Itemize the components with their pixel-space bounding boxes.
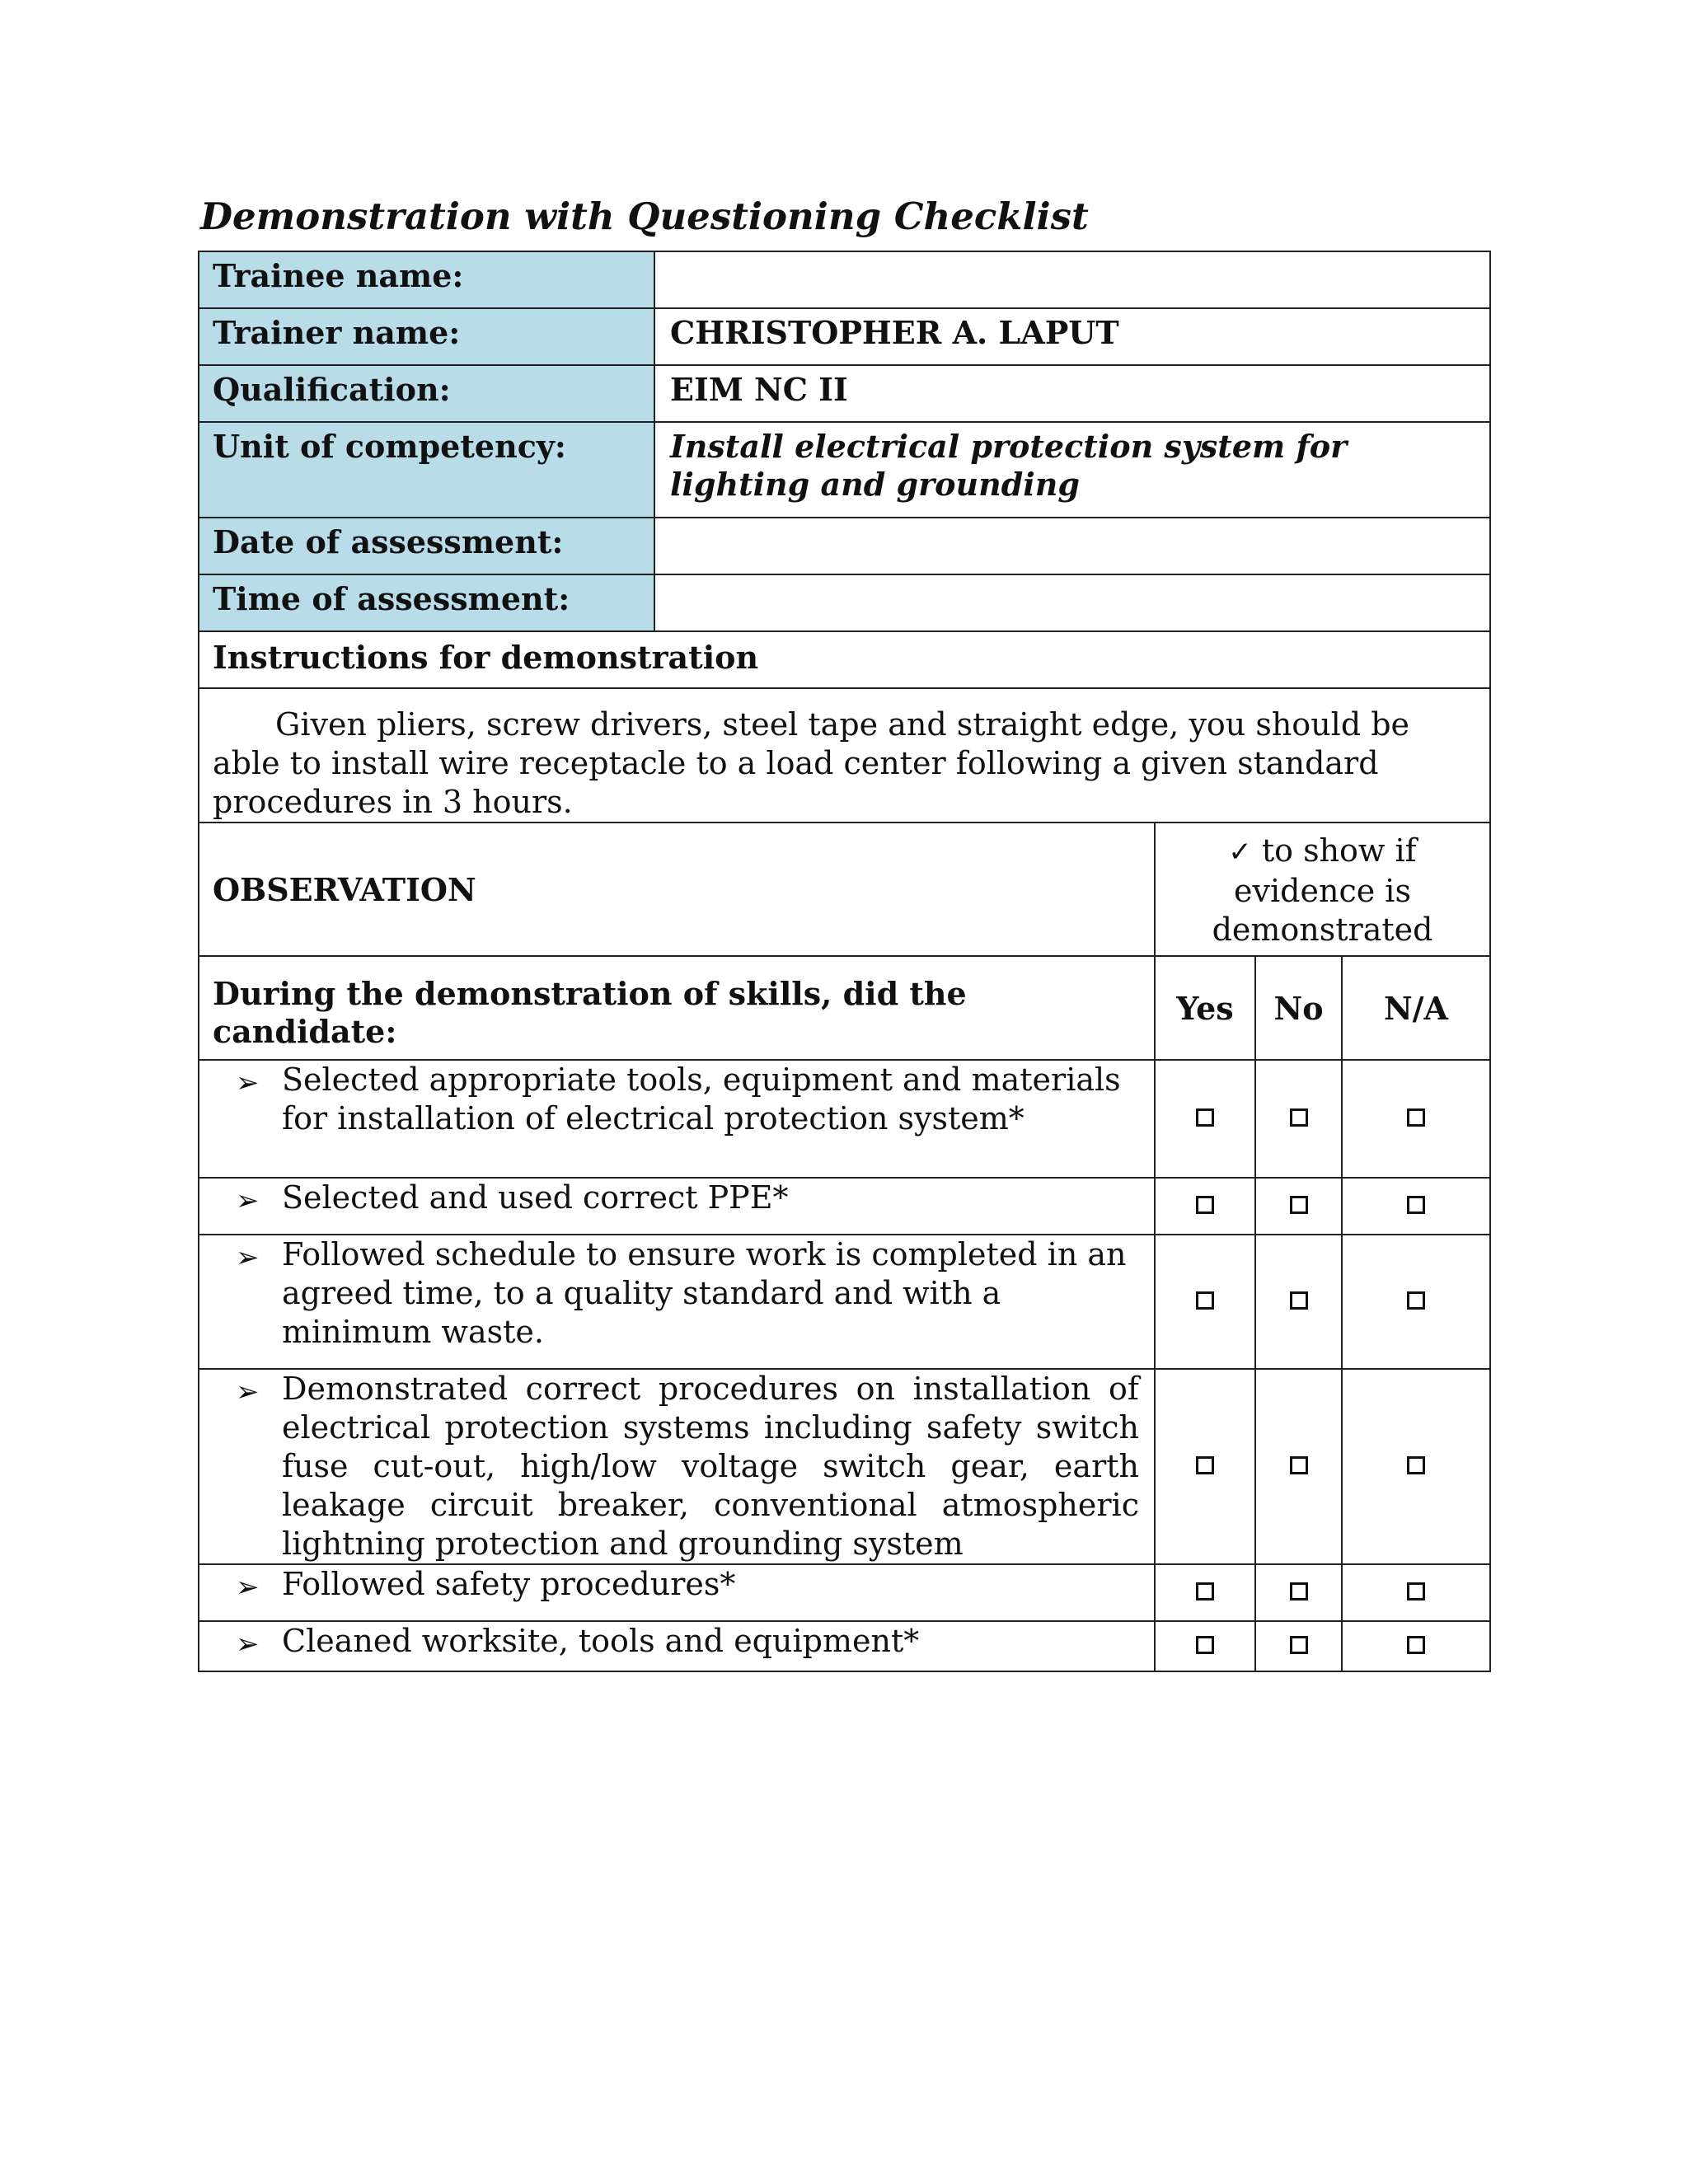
- yes-checkbox[interactable]: [1196, 1108, 1214, 1127]
- checklist-item: [199, 1564, 1155, 1621]
- checklist-item: [199, 1369, 1155, 1564]
- checklist-table: [198, 251, 1491, 1672]
- qualification-field[interactable]: EIM NC II: [654, 365, 1490, 422]
- no-checkbox-cell[interactable]: [1255, 1060, 1342, 1178]
- trainer-field[interactable]: CHRISTOPHER A. LAPUT: [654, 308, 1490, 365]
- evidence-note-cell: [1155, 823, 1490, 956]
- checklist-item-text: Followed safety procedures*: [282, 1566, 736, 1602]
- no-checkbox[interactable]: [1290, 1291, 1308, 1310]
- yes-checkbox[interactable]: [1196, 1636, 1214, 1654]
- checklist-row: [199, 1564, 1490, 1621]
- checklist-item: [199, 1060, 1155, 1178]
- yes-checkbox-cell[interactable]: [1155, 1564, 1255, 1621]
- trainer-row: [199, 308, 1490, 365]
- yes-checkbox[interactable]: [1196, 1456, 1214, 1474]
- checklist-item-text: Cleaned worksite, tools and equipment*: [282, 1623, 920, 1659]
- na-checkbox[interactable]: [1407, 1582, 1425, 1601]
- no-checkbox[interactable]: [1290, 1108, 1308, 1127]
- checklist-item: [199, 1178, 1155, 1235]
- no-checkbox[interactable]: [1290, 1456, 1308, 1474]
- unit-row: [199, 422, 1490, 518]
- na-header: N/A: [1342, 956, 1490, 1060]
- qualification-label: Qualification:: [199, 365, 654, 422]
- observation-heading: OBSERVATION: [199, 823, 1155, 956]
- trainee-field[interactable]: [654, 251, 1490, 308]
- date-field[interactable]: [654, 518, 1490, 574]
- observation-header-row: [199, 823, 1490, 956]
- yes-checkbox-cell[interactable]: [1155, 1369, 1255, 1564]
- arrowhead-bullet-icon: ➢: [236, 1241, 260, 1274]
- check-mark-icon: ✓: [1228, 835, 1252, 869]
- yes-checkbox-cell[interactable]: [1155, 1060, 1255, 1178]
- instructions-heading-row: [199, 631, 1490, 688]
- na-checkbox[interactable]: [1407, 1636, 1425, 1654]
- trainee-label: Trainee name:: [199, 251, 654, 308]
- na-checkbox-cell[interactable]: [1342, 1178, 1490, 1235]
- qualification-row: [199, 365, 1490, 422]
- no-checkbox-cell[interactable]: [1255, 1564, 1342, 1621]
- instructions-text: Given pliers, screw drivers, steel tape and straight edge, you should be able to install wire receptacle to a load center following a given standard procedures in 3 hours.: [213, 706, 1410, 820]
- yes-header: Yes: [1155, 956, 1255, 1060]
- yes-checkbox[interactable]: [1196, 1291, 1214, 1310]
- instructions-row: [199, 688, 1490, 823]
- yes-checkbox-cell[interactable]: [1155, 1178, 1255, 1235]
- yes-checkbox[interactable]: [1196, 1196, 1214, 1214]
- checklist-row: [199, 1621, 1490, 1671]
- arrowhead-bullet-icon: ➢: [236, 1066, 260, 1099]
- checklist-row: [199, 1060, 1490, 1178]
- no-checkbox[interactable]: [1290, 1582, 1308, 1601]
- checklist-row: [199, 1369, 1490, 1564]
- checklist-row: [199, 1235, 1490, 1369]
- unit-label: Unit of competency:: [199, 422, 654, 518]
- no-checkbox-cell[interactable]: [1255, 1369, 1342, 1564]
- no-checkbox[interactable]: [1290, 1196, 1308, 1214]
- no-checkbox-cell[interactable]: [1255, 1621, 1342, 1671]
- page-title: Demonstration with Questioning Checklist: [200, 194, 1089, 238]
- checklist-item-text: Selected and used correct PPE*: [282, 1179, 789, 1216]
- time-field[interactable]: [654, 574, 1490, 631]
- instructions-heading: Instructions for demonstration: [199, 631, 1490, 688]
- instructions-cell: [199, 688, 1490, 823]
- checklist-item: [199, 1621, 1155, 1671]
- no-header: No: [1255, 956, 1342, 1060]
- question-text: During the demonstration of skills, did the candidate:: [199, 956, 1155, 1060]
- yes-checkbox[interactable]: [1196, 1582, 1214, 1601]
- checklist-row: [199, 1178, 1490, 1235]
- date-label: Date of assessment:: [199, 518, 654, 574]
- no-checkbox[interactable]: [1290, 1636, 1308, 1654]
- na-checkbox-cell[interactable]: [1342, 1369, 1490, 1564]
- na-checkbox-cell[interactable]: [1342, 1235, 1490, 1369]
- checklist-item-text: Selected appropriate tools, equipment and materials for installation of electrical protection system*: [282, 1062, 1121, 1137]
- arrowhead-bullet-icon: ➢: [236, 1184, 260, 1217]
- checklist-item-text: Demonstrated correct procedures on installation of electrical protection systems including safety switch fuse cut-out, high/low voltage switch gear, earth leakage circuit breaker, conventional atmospheric lightning protection and grounding system: [282, 1371, 1139, 1562]
- arrowhead-bullet-icon: ➢: [236, 1571, 260, 1604]
- na-checkbox-cell[interactable]: [1342, 1621, 1490, 1671]
- no-checkbox-cell[interactable]: [1255, 1235, 1342, 1369]
- trainee-row: [199, 251, 1490, 308]
- yes-checkbox-cell[interactable]: [1155, 1621, 1255, 1671]
- arrowhead-bullet-icon: ➢: [236, 1628, 260, 1661]
- na-checkbox-cell[interactable]: [1342, 1564, 1490, 1621]
- na-checkbox-cell[interactable]: [1342, 1060, 1490, 1178]
- yes-checkbox-cell[interactable]: [1155, 1235, 1255, 1369]
- checklist-item-text: Followed schedule to ensure work is completed in an agreed time, to a quality standard and with a minimum waste.: [282, 1236, 1127, 1350]
- time-row: [199, 574, 1490, 631]
- no-checkbox-cell[interactable]: [1255, 1178, 1342, 1235]
- trainer-label: Trainer name:: [199, 308, 654, 365]
- na-checkbox[interactable]: [1407, 1108, 1425, 1127]
- checklist-item: [199, 1235, 1155, 1369]
- question-row: [199, 956, 1490, 1060]
- unit-field[interactable]: Install electrical protection system for lighting and grounding: [654, 422, 1490, 518]
- arrowhead-bullet-icon: ➢: [236, 1376, 260, 1408]
- date-row: [199, 518, 1490, 574]
- na-checkbox[interactable]: [1407, 1456, 1425, 1474]
- na-checkbox[interactable]: [1407, 1196, 1425, 1214]
- time-label: Time of assessment:: [199, 574, 654, 631]
- na-checkbox[interactable]: [1407, 1291, 1425, 1310]
- evidence-note: to show if evidence is demonstrated: [1212, 832, 1433, 948]
